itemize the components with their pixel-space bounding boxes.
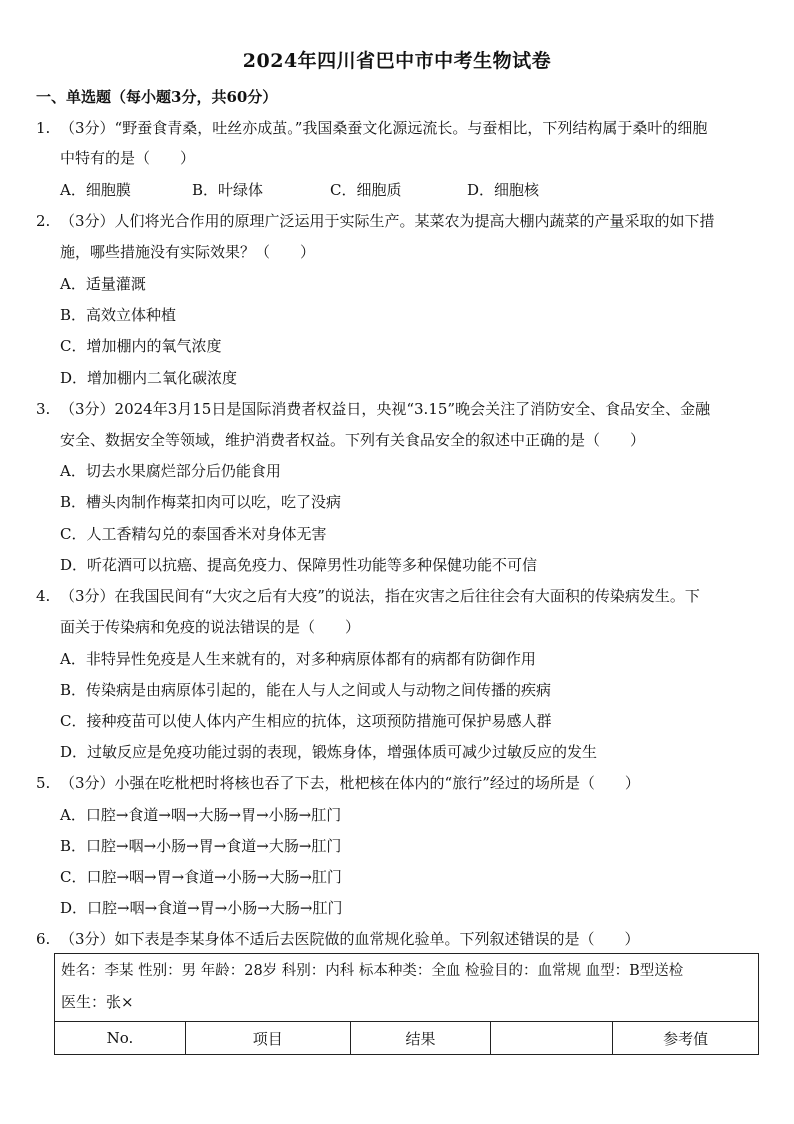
question-number: 6. — [36, 930, 51, 948]
question-stem-cont: 安全、数据安全等领域，维护消费者权益。下列有关食品安全的叙述中正确的是（ ） — [60, 431, 646, 449]
question-stem: （3分）如下表是李某身体不适后去医院做的血常规化验单。下列叙述错误的是（ ） — [60, 930, 640, 948]
option-a: A．适量灌溉 — [60, 275, 146, 293]
option-a: A．口腔→食道→咽→大肠→胃→小肠→肛门 — [60, 806, 342, 824]
option-d: D．口腔→咽→食道→胃→小肠→大肠→肛门 — [60, 899, 343, 917]
question-stem: （3分）2024年3月15日是国际消费者权益日，央视“3.15”晚会关注了消防安全、食品安全、金融 — [60, 400, 711, 418]
option-c: C．增加棚内的氧气浓度 — [60, 337, 222, 355]
option-b: B．叶绿体 — [192, 181, 264, 199]
option-b: B．高效立体种植 — [60, 306, 177, 324]
option-a: A．非特异性免疫是人生来就有的，对多种病原体都有的病都有防御作用 — [60, 650, 536, 668]
option-c: C．人工香精勾兑的泰国香米对身体无害 — [60, 525, 327, 543]
section-heading: 一、单选题（每小题3分，共60分） — [36, 88, 278, 106]
table-info-row — [55, 954, 759, 1022]
question-number: 4. — [36, 587, 51, 605]
option-a: A．细胞膜 — [60, 181, 131, 199]
question-stem-cont: 施，哪些措施没有实际效果？（ ） — [60, 243, 316, 261]
question-number: 1. — [36, 119, 51, 137]
option-c: C．细胞质 — [330, 181, 402, 199]
option-c: C．接种疫苗可以使人体内产生相应的抗体，这项预防措施可保护易感人群 — [60, 712, 552, 730]
question-stem: （3分）在我国民间有“大灾之后有大疫”的说法，指在灾害之后往往会有大面积的传染病发生。下 — [60, 587, 700, 605]
question-stem: （3分）“野蚕食青桑，吐丝亦成茧。”我国桑蚕文化源远流长。与蚕相比，下列结构属于桑叶的细胞 — [60, 119, 708, 137]
option-b: B．传染病是由病原体引起的，能在人与人之间或人与动物之间传播的疾病 — [60, 681, 552, 699]
question-stem: （3分）人们将光合作用的原理广泛运用于实际生产。某菜农为提高大棚内蔬菜的产量采取的如下措 — [60, 212, 715, 230]
header-result: 结果 — [350, 1022, 491, 1055]
question-number: 5. — [36, 774, 51, 792]
option-d: D．听花酒可以抗癌、提高免疫力、保障男性功能等多种保健功能不可信 — [60, 556, 538, 574]
option-d: D．细胞核 — [467, 181, 540, 199]
question-number: 2. — [36, 212, 51, 230]
option-d: D．增加棚内二氧化碳浓度 — [60, 369, 238, 387]
option-d: D．过敏反应是免疫功能过弱的表现，锻炼身体，增强体质可减少过敏反应的发生 — [60, 743, 598, 761]
option-a: A．切去水果腐烂部分后仍能食用 — [60, 462, 281, 480]
patient-info-cell — [55, 954, 759, 1022]
question-stem-cont: 中特有的是（ ） — [60, 149, 196, 167]
header-no: No. — [55, 1022, 186, 1055]
option-b: B．口腔→咽→小肠→胃→食道→大肠→肛门 — [60, 837, 342, 855]
question-number: 3. — [36, 400, 51, 418]
patient-info-line: 姓名：李某 性别：男 年龄：28岁 科别：内科 标本种类：全血 检验目的：血常规 血型：B型送检 — [61, 963, 684, 979]
question-stem-cont: 面关于传染病和免疫的说法错误的是（ ） — [60, 618, 361, 636]
blood-test-table — [54, 953, 759, 1055]
table-header-row — [55, 1022, 759, 1055]
page-title: 2024年四川省巴中市中考生物试卷 — [242, 50, 552, 72]
question-stem: （3分）小强在吃枇杷时将核也吞了下去，枇杷核在体内的“旅行”经过的场所是（ ） — [60, 774, 640, 792]
header-reference: 参考值 — [613, 1022, 759, 1055]
option-c: C．口腔→咽→胃→食道→小肠→大肠→肛门 — [60, 868, 342, 886]
header-blank — [491, 1022, 613, 1055]
option-b: B．槽头肉制作梅菜扣肉可以吃，吃了没病 — [60, 493, 342, 511]
doctor-line: 医生：张× — [61, 993, 134, 1011]
header-item: 项目 — [185, 1022, 350, 1055]
